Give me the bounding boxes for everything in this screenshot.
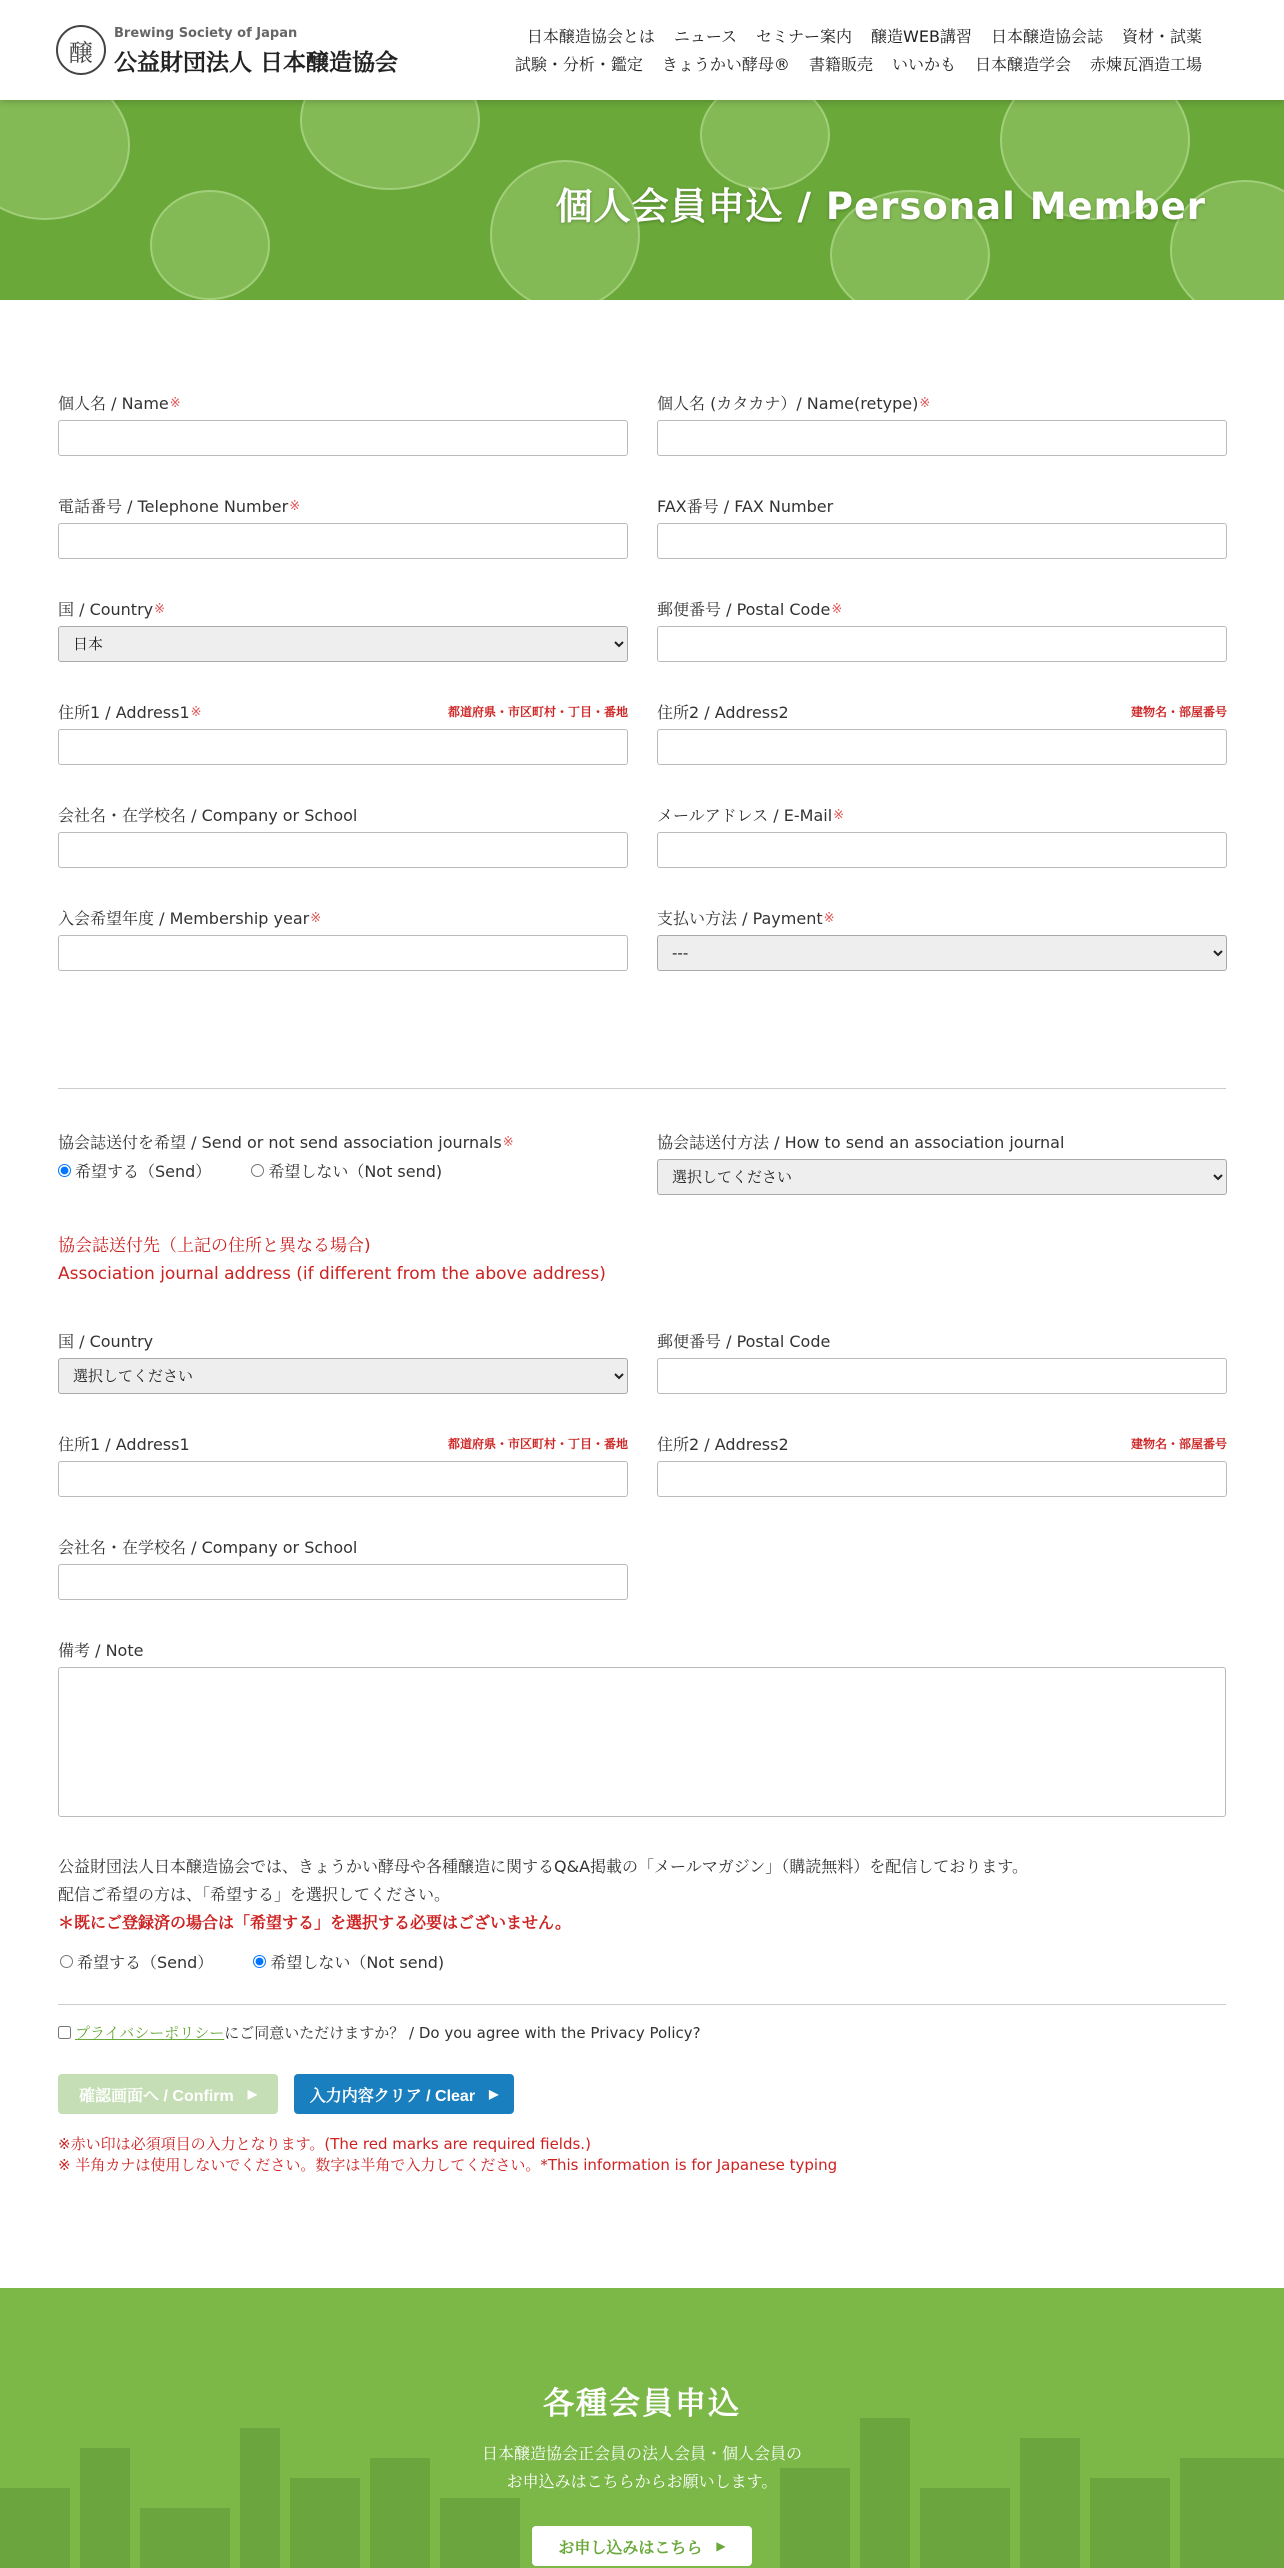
- journal-send-radio-group: [58, 1159, 628, 1182]
- tel-label: 電話番号 / Telephone Number※: [58, 497, 301, 516]
- chevron-right-icon: ▶: [489, 2087, 499, 2101]
- skyline-decoration: [920, 2488, 1010, 2568]
- required-mark: ※: [289, 499, 301, 514]
- magazine-yes-radio[interactable]: [60, 1955, 73, 1968]
- address1-field-group: [58, 701, 628, 765]
- hero-yeast-decoration: [0, 100, 130, 220]
- banner-line-1: 日本醸造協会正会員の法人会員・個人会員の: [481, 2444, 802, 2463]
- company-label: 会社名・在学校名 / Company or School: [58, 806, 358, 825]
- skyline-decoration: [440, 2498, 520, 2568]
- magazine-description: [58, 1853, 1028, 1937]
- journal-send-no-radio[interactable]: [251, 1164, 264, 1177]
- logo-english-name[interactable]: Brewing Society of Japan: [114, 26, 298, 41]
- clear-button[interactable]: 入力内容クリア / Clear ▶: [294, 2074, 514, 2114]
- privacy-consent-text: にご同意いただけますか？ / Do you agree with the Privacy Policy?: [224, 2024, 701, 2042]
- fax-input[interactable]: [657, 523, 1227, 559]
- logo-seal-icon[interactable]: 醸: [56, 25, 106, 75]
- country-select[interactable]: [58, 626, 628, 662]
- postal-label: 郵便番号 / Postal Code※: [657, 600, 843, 619]
- journal-send-field-group: [58, 1131, 628, 1182]
- section-divider: [58, 1088, 1226, 1089]
- company-field-group: [58, 804, 628, 868]
- address1-hint: 都道府県・市区町村・丁目・番地: [447, 705, 628, 719]
- address2-input[interactable]: [657, 729, 1227, 765]
- fax-field-group: [657, 495, 1227, 559]
- journal-country-field-group: [58, 1330, 628, 1394]
- magazine-line-3: ＊既にご登録済の場合は「希望する」を選択する必要はございません。: [58, 1913, 571, 1932]
- journal-method-select[interactable]: [657, 1159, 1227, 1195]
- journal-address2-label: 住所2 / Address2: [657, 1435, 789, 1454]
- name-field-group: [58, 392, 628, 456]
- journal-company-label: 会社名・在学校名 / Company or School: [58, 1538, 358, 1557]
- tel-input[interactable]: [58, 523, 628, 559]
- required-mark: ※: [502, 1135, 514, 1150]
- magazine-yes-option[interactable]: 希望する（Send）: [60, 1950, 213, 1973]
- name-label: 個人名 / Name※: [58, 394, 181, 413]
- page-title: 個人会員申込 / Personal Member: [555, 185, 1206, 228]
- journal-country-select[interactable]: [58, 1358, 628, 1394]
- name-input[interactable]: [58, 420, 628, 456]
- address2-hint: 建物名・部屋番号: [1130, 705, 1227, 719]
- payment-field-group: [657, 907, 1227, 971]
- global-nav-row-1: [527, 24, 1202, 47]
- postal-field-group: [657, 598, 1227, 662]
- global-nav-row-2: [515, 52, 1202, 75]
- nav-item-society[interactable]: 日本醸造学会: [974, 55, 1071, 74]
- fax-label: FAX番号 / FAX Number: [657, 497, 834, 516]
- magazine-radio-group: [60, 1950, 444, 1973]
- nav-item-materials[interactable]: 資材・試薬: [1121, 27, 1202, 46]
- site-header: [0, 0, 1284, 100]
- year-label: 入会希望年度 / Membership year※: [58, 909, 322, 928]
- required-mark: ※: [823, 911, 835, 926]
- form-footnotes: [58, 2134, 837, 2176]
- journal-method-field-group: [657, 1131, 1227, 1195]
- note-label: 備考 / Note: [58, 1641, 144, 1660]
- name-kana-input[interactable]: [657, 420, 1227, 456]
- journal-address2-input[interactable]: [657, 1461, 1227, 1497]
- required-mark: ※: [190, 705, 202, 720]
- address1-label: 住所1 / Address1※: [58, 703, 202, 722]
- nav-item-journal[interactable]: 日本醸造協会誌: [990, 27, 1103, 46]
- footnote-required: ※赤い印は必須項目の入力となります。(The red marks are required fields.): [58, 2135, 591, 2153]
- magazine-line-2: 配信ご希望の方は、「希望する」を選択してください。: [58, 1885, 451, 1904]
- banner-title: 各種会員申込: [543, 2386, 741, 2422]
- name-kana-field-group: [657, 392, 1227, 456]
- journal-address1-field-group: [58, 1433, 628, 1497]
- journal-address1-input[interactable]: [58, 1461, 628, 1497]
- journal-send-yes-option[interactable]: 希望する（Send）: [58, 1159, 211, 1182]
- logo-japanese-name[interactable]: 公益財団法人 日本醸造協会: [114, 50, 399, 76]
- journal-address2-hint: 建物名・部屋番号: [1130, 1437, 1227, 1451]
- membership-banner: [0, 2288, 1284, 2568]
- tel-field-group: [58, 495, 628, 559]
- address2-label: 住所2 / Address2: [657, 703, 789, 722]
- skyline-decoration: [0, 2488, 70, 2568]
- country-field-group: [58, 598, 628, 662]
- nav-item-analysis[interactable]: 試験・分析・鑑定: [514, 55, 643, 74]
- membership-year-input[interactable]: [58, 935, 628, 971]
- payment-select[interactable]: [657, 935, 1227, 971]
- journal-company-input[interactable]: [58, 1564, 628, 1600]
- journal-send-label: 協会誌送付を希望 / Send or not send association journals※: [58, 1133, 514, 1152]
- journal-send-yes-radio[interactable]: [58, 1164, 71, 1177]
- required-mark: ※: [154, 602, 166, 617]
- journal-send-no-option[interactable]: 希望しない（Not send): [251, 1159, 442, 1182]
- banner-line-2: お申込みはこちらからお願いします。: [506, 2472, 778, 2491]
- company-input[interactable]: [58, 832, 628, 868]
- nav-item-brewery[interactable]: 赤煉瓦酒造工場: [1089, 55, 1202, 74]
- note-field-group: [58, 1639, 1226, 1817]
- journal-address1-label: 住所1 / Address1: [58, 1435, 190, 1454]
- nav-item-kyokai-yeast[interactable]: きょうかい酵母®: [661, 55, 790, 74]
- nav-item-iikamo[interactable]: いいかも: [891, 55, 956, 74]
- address2-field-group: [657, 701, 1227, 765]
- nav-item-seminars[interactable]: セミナー案内: [756, 27, 853, 46]
- journal-postal-label: 郵便番号 / Postal Code: [657, 1332, 831, 1351]
- chevron-right-icon: ▶: [247, 2087, 257, 2101]
- required-mark: ※: [310, 911, 322, 926]
- hero-yeast-decoration: [150, 190, 270, 300]
- journal-address2-field-group: [657, 1433, 1227, 1497]
- chevron-right-icon: ▶: [716, 2539, 726, 2553]
- name-kana-label: 個人名 (カタカナ）/ Name(retype)※: [657, 394, 931, 413]
- skyline-decoration: [140, 2508, 230, 2568]
- postal-input[interactable]: [657, 626, 1227, 662]
- journal-address1-hint: 都道府県・市区町村・丁目・番地: [447, 1437, 628, 1451]
- journal-address-heading-jp: 協会誌送付先（上記の住所と異なる場合): [58, 1236, 371, 1256]
- required-mark: ※: [831, 602, 843, 617]
- journal-postal-field-group: [657, 1330, 1227, 1394]
- hero-yeast-decoration: [300, 100, 480, 190]
- magazine-no-radio[interactable]: [253, 1955, 266, 1968]
- required-mark: ※: [169, 396, 181, 411]
- journal-method-label: 協会誌送付方法 / How to send an association journal: [657, 1133, 1065, 1152]
- year-field-group: [58, 907, 628, 971]
- email-field-group: [657, 804, 1227, 868]
- magazine-no-option[interactable]: 希望しない（Not send): [253, 1950, 444, 1973]
- note-textarea[interactable]: [58, 1667, 1226, 1817]
- email-label: メールアドレス / E-Mail※: [657, 806, 845, 825]
- confirm-button[interactable]: 確認画面へ / Confirm ▶: [58, 2074, 278, 2114]
- required-mark: ※: [919, 396, 931, 411]
- privacy-policy-link[interactable]: プライバシーポリシー: [75, 2024, 225, 2042]
- email-input[interactable]: [657, 832, 1227, 868]
- apply-here-button[interactable]: お申し込みはこちら ▶: [532, 2526, 752, 2566]
- nav-item-news[interactable]: ニュース: [673, 27, 738, 46]
- magazine-line-1: 公益財団法人日本醸造協会では、きょうかい酵母や各種醸造に関するQ&A掲載の「メールマガジン」（購読無料）を配信しております。: [58, 1857, 1029, 1876]
- country-label: 国 / Country※: [58, 600, 166, 619]
- page-hero: [0, 100, 1284, 300]
- footnote-kana: ※ 半角カナは使用しないでください。数字は半角で入力してください。*This information is for Japanese typing: [58, 2156, 838, 2174]
- journal-address-heading-en: Association journal address (if different from the above address): [58, 1264, 606, 1284]
- nav-item-books[interactable]: 書籍販売: [808, 55, 873, 74]
- required-mark: ※: [833, 808, 845, 823]
- privacy-consent: [58, 2022, 701, 2043]
- address1-input[interactable]: [58, 729, 628, 765]
- nav-item-web-course[interactable]: 醸造WEB講習: [871, 27, 972, 46]
- privacy-checkbox[interactable]: [58, 2026, 71, 2039]
- journal-postal-input[interactable]: [657, 1358, 1227, 1394]
- journal-company-field-group: [58, 1536, 628, 1600]
- nav-item-about[interactable]: 日本醸造協会とは: [526, 27, 655, 46]
- section-divider: [58, 2004, 1226, 2005]
- journal-country-label: 国 / Country: [58, 1332, 154, 1351]
- payment-label: 支払い方法 / Payment※: [657, 909, 835, 928]
